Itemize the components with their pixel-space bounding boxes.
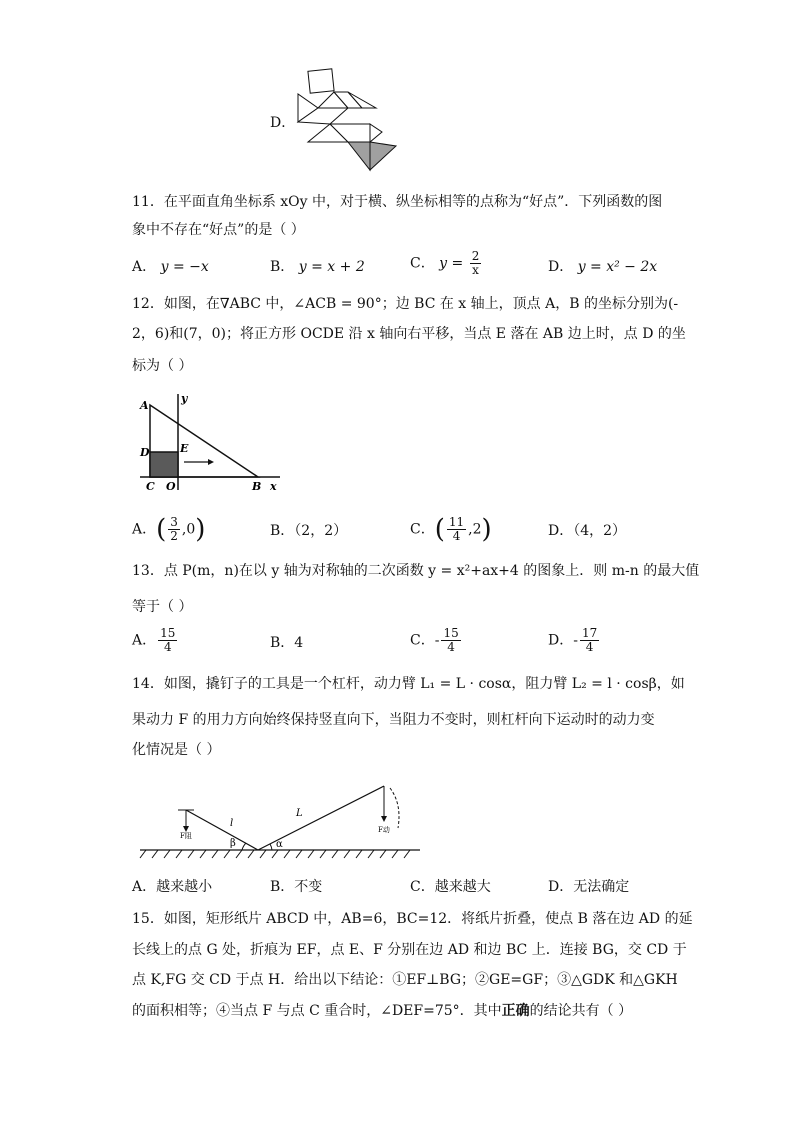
q13-option-d-fraction <box>580 627 599 654</box>
q11-option-d[interactable] <box>548 257 657 277</box>
q13-option-d-num: 17 <box>581 626 598 640</box>
q13-option-d[interactable] <box>548 627 601 654</box>
q12-option-c-num: 11 <box>448 515 465 529</box>
q13-option-d-label: D． <box>548 632 574 649</box>
q14-option-b[interactable] <box>270 877 322 897</box>
q15-stem-line4 <box>132 1001 632 1021</box>
label-e: E <box>180 442 189 455</box>
label-o: O <box>166 480 176 493</box>
q13-option-a-den: 4 <box>163 640 172 654</box>
q12-option-a-num: 3 <box>170 515 178 529</box>
ground-hatching <box>140 850 410 858</box>
paren-right: ) <box>481 514 492 545</box>
q13-stem-line1: 13．点 P(m，n)在以 y 轴为对称轴的二次函数 y = x²+ax+4 的图象上．则 m-n 的最大值 <box>132 563 700 579</box>
q13-option-a[interactable] <box>132 627 179 654</box>
q15-stem-line2: 长线上的点 G 处，折痕为 EF，点 E、F 分别在边 AD 和边 BC 上．连接 BG，交 CD 于 <box>132 942 687 958</box>
q12-option-a-label: A． <box>132 521 157 538</box>
q13-option-c-label: C． <box>410 632 435 649</box>
q15-stem-line4-bold: 正确 <box>501 1003 530 1019</box>
label-f-resistance: F阻 <box>180 832 192 840</box>
q13-option-c-sign: - <box>434 632 440 649</box>
q14-option-a-label: A． <box>132 879 157 895</box>
label-x: x <box>270 480 277 493</box>
q10-tangram-figure <box>290 62 410 177</box>
q14-stem-line1: 14．如图，撬钉子的工具是一个杠杆，动力臂 L₁ = L · cosα，阻力臂 L₂ = l · cosβ，如 <box>132 676 685 692</box>
q14-option-b-label: B． <box>270 879 295 895</box>
q11-option-d-text: y = x² − 2x <box>577 259 658 275</box>
label-l: l <box>230 818 234 829</box>
q13-option-a-fraction <box>158 627 177 654</box>
angle-beta-arc <box>242 843 246 850</box>
q12-option-b-label: B． <box>270 523 295 539</box>
label-f-force: F动 <box>378 826 390 834</box>
q12-option-d[interactable] <box>548 521 626 541</box>
q11-option-c-num: 2 <box>471 249 480 263</box>
q11-stem-line1: 11．在平面直角坐标系 xOy 中，对于横、纵坐标相等的点称为“好点”．下列函数的图 <box>132 194 663 210</box>
q13-option-d-den: 4 <box>585 640 594 654</box>
q12-option-b-text: （2，2） <box>294 523 348 539</box>
q14-option-d[interactable] <box>548 877 629 897</box>
q12-stem-line2: 2，6)和(7，0)；将正方形 OCDE 沿 x 轴向右平移，当点 E 落在 AB 边上时，点 D 的坐 <box>132 326 686 342</box>
q11-option-a-label: A． <box>132 259 157 275</box>
q13-option-c-den: 4 <box>447 640 455 654</box>
label-d: D <box>140 446 150 459</box>
q12-option-c-den: 4 <box>452 529 461 543</box>
q14-option-d-label: D． <box>548 879 574 895</box>
q11-option-c-den: x <box>472 263 479 277</box>
q12-option-a-fraction <box>168 516 180 543</box>
q11-option-a-text: y = −x <box>160 259 209 275</box>
label-alpha: α <box>276 839 283 850</box>
q11-option-c[interactable] <box>410 250 483 277</box>
label-L: L <box>296 808 303 819</box>
label-beta: β <box>230 838 236 849</box>
q12-stem-line3: 标为（ ） <box>132 358 193 374</box>
q15-stem-line3: 点 K,FG 交 CD 于点 H．给出以下结论：①EF⊥BG；②GE=GF；③△GDK 和△GKH <box>132 972 678 988</box>
q13-option-c-num: 15 <box>443 626 459 640</box>
q10-option-d-label: D． <box>270 115 296 131</box>
q13-option-b-label: B． <box>270 635 295 651</box>
q12-option-a[interactable] <box>132 516 205 543</box>
q14-lever-figure <box>136 776 426 866</box>
q14-stem-line3: 化情况是（ ） <box>132 742 221 758</box>
q11-option-b-label: B． <box>270 259 295 275</box>
force-path-dashed <box>390 788 399 828</box>
q13-option-b-text: 4 <box>294 635 304 651</box>
paren-left: ( <box>156 514 167 545</box>
q12-option-d-label: D． <box>548 523 574 539</box>
q11-option-c-fraction <box>470 250 482 277</box>
paren-right: ) <box>195 514 206 545</box>
q14-stem-line2: 果动力 F 的用力方向始终保持竖直向下，当阻力不变时，则杠杆向下运动时的动力变 <box>132 712 655 728</box>
q13-stem-line2: 等于（ ） <box>132 599 193 615</box>
q14-option-a[interactable] <box>132 877 212 897</box>
q12-option-c-fraction <box>447 516 466 543</box>
q12-option-c-tail: ,2 <box>468 521 482 538</box>
q14-option-c[interactable] <box>410 877 491 897</box>
q13-option-a-num: 15 <box>160 626 176 640</box>
q15-stem-line1: 15．如图，矩形纸片 ABCD 中，AB=6，BC=12．将纸片折叠，使点 B 落在边 AD 的延 <box>132 911 693 927</box>
label-y: y <box>181 392 188 405</box>
label-a: A <box>140 399 149 412</box>
q14-option-a-text: 越来越小 <box>156 879 213 895</box>
q14-option-c-text: 越来越大 <box>434 879 491 895</box>
q11-stem-line2: 象中不存在“好点”的是（ ） <box>132 222 305 238</box>
q12-option-c[interactable] <box>410 516 492 543</box>
label-b: B <box>252 480 262 493</box>
short-arm-l <box>186 810 258 850</box>
q12-option-a-den: 2 <box>170 529 178 543</box>
q13-option-c[interactable] <box>410 627 463 654</box>
q11-option-d-label: D． <box>548 259 574 275</box>
q13-option-b[interactable] <box>270 633 303 653</box>
paren-left: ( <box>434 514 445 545</box>
q14-option-c-label: C． <box>410 879 435 895</box>
q11-option-c-label: C． <box>410 255 435 272</box>
angle-alpha-arc <box>270 844 272 850</box>
square-ocde <box>150 452 178 477</box>
q11-option-c-pre: y = <box>439 255 464 272</box>
q12-option-d-text: （4，2） <box>573 523 627 539</box>
arrow-head <box>208 459 214 465</box>
q14-option-d-text: 无法确定 <box>573 879 630 895</box>
q13-option-d-sign: - <box>573 632 578 649</box>
q15-stem-line4-post: 的结论共有（ ） <box>529 1003 633 1019</box>
q11-option-b[interactable] <box>270 257 365 277</box>
q12-figure <box>136 390 286 495</box>
q12-option-b[interactable] <box>270 521 347 541</box>
q14-option-b-text: 不变 <box>294 879 323 895</box>
q13-option-c-fraction <box>441 627 460 654</box>
q12-option-c-label: C． <box>410 521 435 538</box>
q12-option-a-tail: ,0 <box>181 521 196 538</box>
q11-option-a[interactable] <box>132 257 209 277</box>
q13-option-a-label: A． <box>132 632 157 649</box>
q15-stem-line4-pre: 的面积相等；④当点 F 与点 C 重合时，∠DEF=75°．其中 <box>132 1003 502 1019</box>
q11-option-b-text: y = x + 2 <box>298 259 365 275</box>
force-arrow-head <box>381 816 387 822</box>
q12-stem-line1: 12．如图，在∇ABC 中，∠ACB = 90°；边 BC 在 x 轴上，顶点 A，B 的坐标分别为(- <box>132 296 679 312</box>
label-c: C <box>146 480 155 493</box>
